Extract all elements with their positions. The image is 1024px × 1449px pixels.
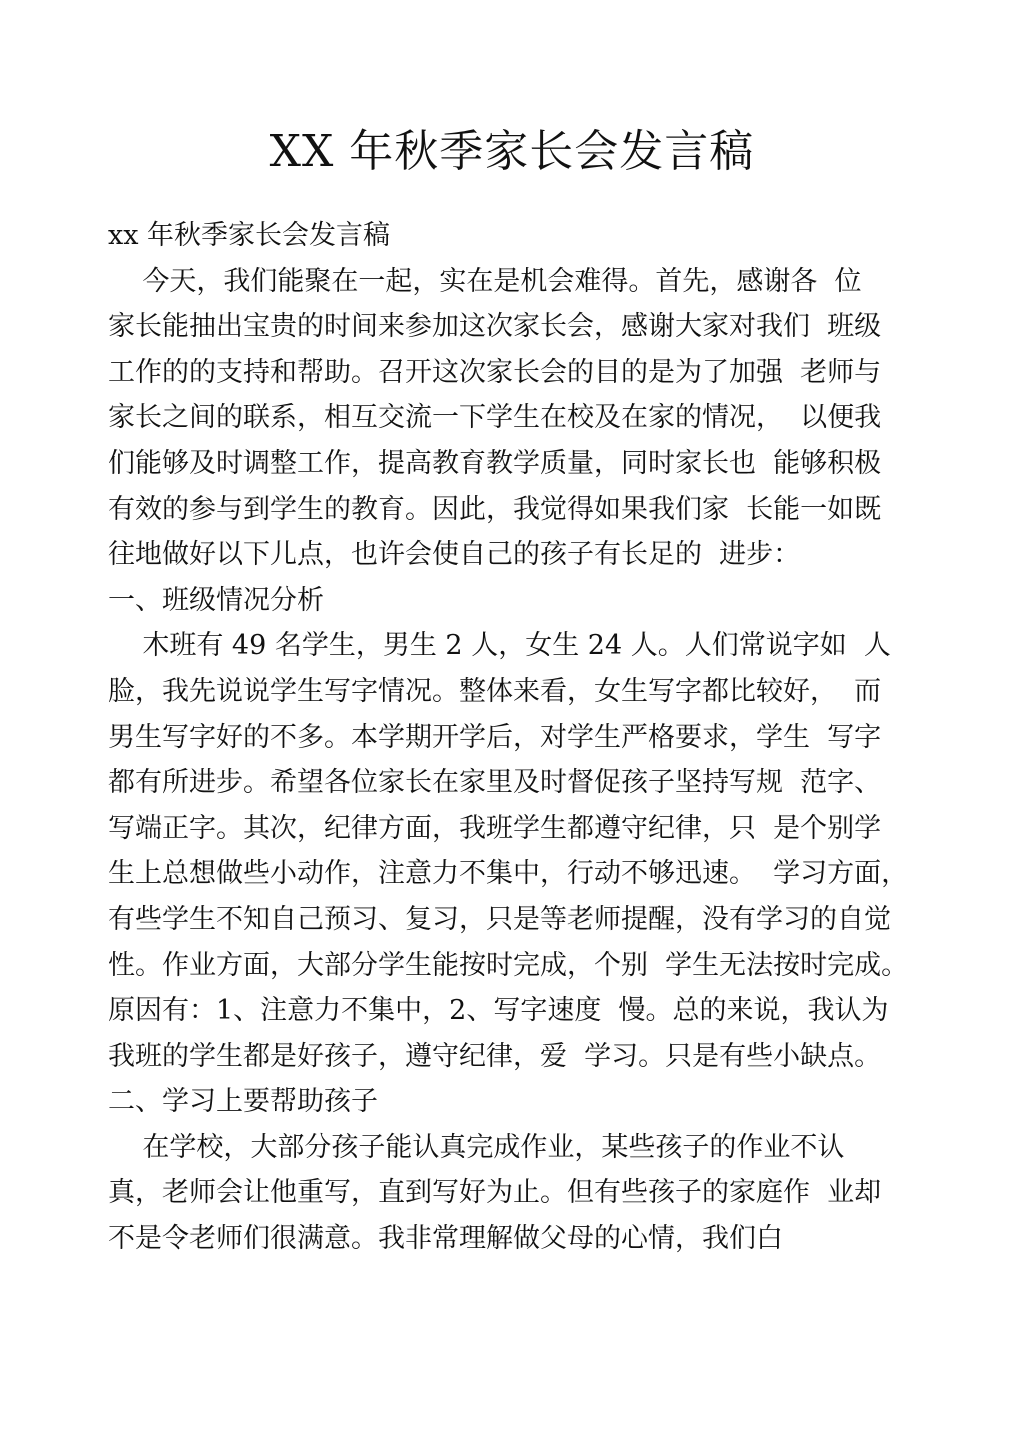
text-line: 工作的的支持和帮助。召开这次家长会的目的是为了加强 老师与 — [108, 356, 882, 388]
text-line: 原因有：1、注意力不集中，2、写字速度 慢。总的来说，我认为 — [108, 995, 889, 1027]
text-line: 生上总想做些小动作，注意力不集中，行动不够迅速。 学习方面， — [108, 858, 909, 890]
text-line: 性。作业方面，大部分学生能按时完成，个别 学生无法按时完成。 — [108, 949, 909, 981]
text-line: 我班的学生都是好孩子，遵守纪律，爱 学习。只是有些小缺点。 — [108, 1040, 882, 1072]
text-line: 写端正字。其次，纪律方面，我班学生都遵守纪律，只 是个别学 — [108, 812, 882, 844]
text-line: 家长能抽出宝贵的时间来参加这次家长会，感谢大家对我们 班级 — [108, 311, 882, 343]
text-line: 脸，我先说说学生写字情况。整体来看，女生写字都比较好， 而 — [108, 675, 882, 707]
document-title: XX 年秋季家长会发言稿 — [269, 126, 755, 177]
text-line: 男生写字好的不多。本学期开学后，对学生严格要求，学生 写字 — [108, 721, 882, 753]
text-line: 真，老师会让他重写，直到写好为止。但有些孩子的家庭作 业却 — [108, 1177, 882, 1209]
text-line: 不是令老师们很满意。我非常理解做父母的心情，我们白 — [108, 1223, 783, 1255]
document-body — [108, 213, 938, 1262]
text-line: 在学校，大部分孩子能认真完成作业，某些孩子的作业不认 — [108, 1131, 845, 1163]
text-line: 木班有 49 名学生，男生 2 人，女生 24 人。人们常说字如 人 — [108, 630, 891, 662]
text-line: xx 年秋季家长会发言稿 — [108, 220, 391, 251]
text-line: 都有所进步。希望各位家长在家里及时督促孩子坚持写规 范字、 — [108, 767, 882, 799]
text-line: 们能够及时调整工作，提高教育教学质量，同时家长也 能够积极 — [108, 447, 882, 479]
text-line: 有些学生不知自己预习、复习，只是等老师提醒，没有学习的自觉 — [108, 903, 891, 935]
text-line: 今天，我们能聚在一起，实在是机会难得。首先，感谢各 位 — [108, 265, 862, 297]
section-heading: 二、学习上要帮助孩子 — [108, 1086, 378, 1118]
text-line: 家长之间的联系，相互交流一下学生在校及在家的情况， 以便我 — [108, 402, 882, 434]
text-line: 有效的参与到学生的教育。因此，我觉得如果我们家 长能一如既 — [108, 493, 882, 525]
text-line: 往地做好以下儿点，也许会使自己的孩子有长足的 进步： — [108, 539, 801, 571]
section-heading: 一、班级情况分析 — [108, 584, 324, 616]
